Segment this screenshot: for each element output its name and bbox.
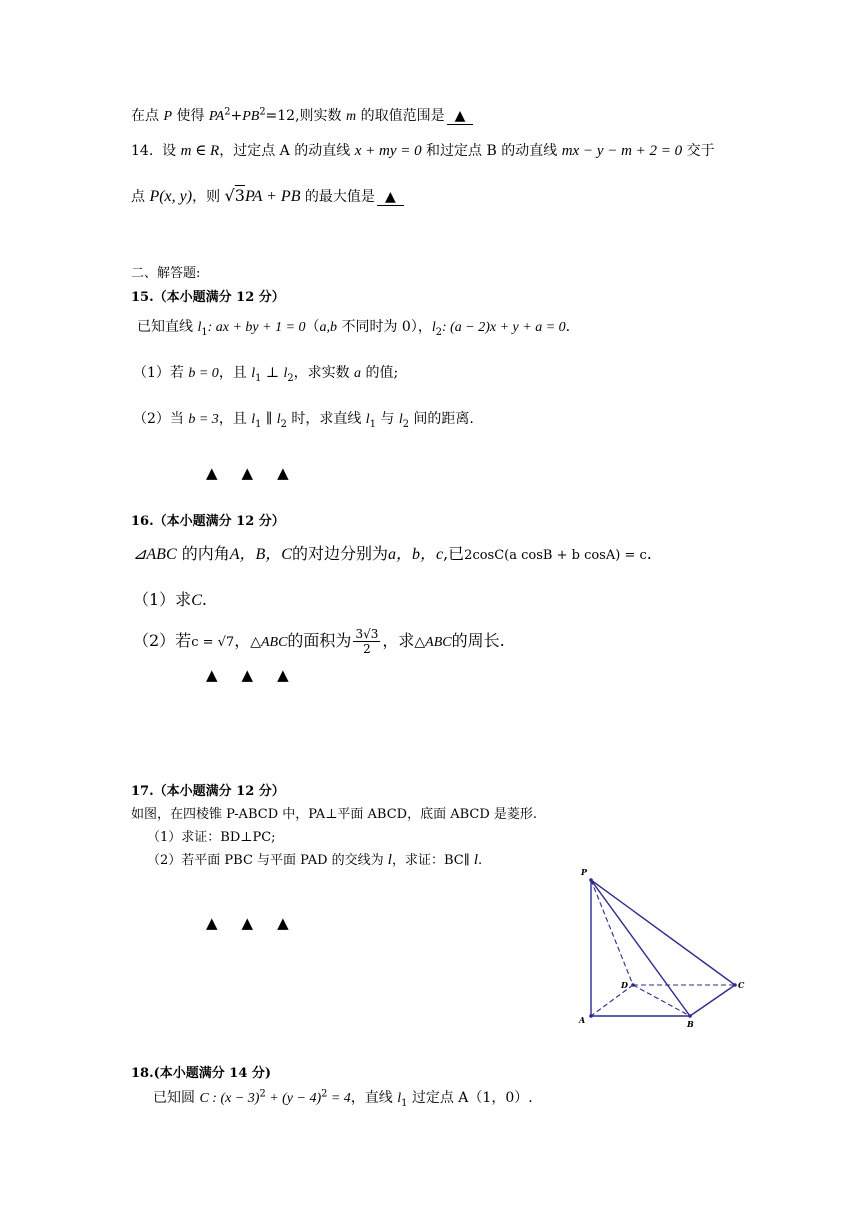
edge-PB	[591, 880, 690, 1016]
label-C: C	[738, 980, 745, 990]
edge-BC	[690, 985, 735, 1016]
q16-stem: ⊿ABC 的内角A，B，C的对边分别为a，b，c,已2cosC(a cosB + b cosA) = c.	[133, 544, 652, 563]
answer-triangles: ▲▲▲	[206, 914, 313, 932]
q15-stem: 已知直线 $l_1$: ax + by + 1 = 0（a,b 不同时为 0），$l_2$: (a − 2)x + y + a = 0.	[137, 319, 571, 338]
area-fraction: $\frac{3√3}{2}$	[355, 627, 379, 656]
q16-part2: （2）若c = √7，△ABC的面积为 $\frac{3√3}{2}$ ，求△ABC的周长.	[133, 627, 505, 656]
answer-triangles: ▲▲▲	[206, 666, 313, 684]
label-P: P	[581, 867, 588, 877]
answer-triangles: ▲▲▲	[206, 464, 313, 482]
q13-tail-line: 在点 P 使得 $PA^2+PB^2=12$,则实数 m 的取值范围是 ▲	[131, 105, 473, 125]
q14-line1: 14. 设 m ∈ R，过定点 A 的动直线 x + my = 0 和过定点 B 的动直线 mx − y − m + 2 = 0 交于	[131, 143, 715, 159]
q17-part1: （1）求证：BD⊥PC;	[147, 830, 276, 845]
q15-part2: （2）当 b = 3，且 $l_1$ ∥ $l_2$ 时，求直线 $l_1$ 与 $l_2$ 间的距离.	[133, 411, 474, 430]
q16-heading: 16.（本小题满分 12 分）	[131, 514, 285, 529]
edge-DB	[633, 985, 690, 1016]
q14-line2: 点 P(x, y)，则 √3PA + PB 的最大值是 ▲	[131, 186, 404, 206]
section-heading: 二、解答题:	[131, 266, 201, 281]
q18-heading: 18.(本小题满分 14 分)	[131, 1066, 272, 1081]
label-B: B	[687, 1019, 694, 1029]
edge-PC	[591, 880, 735, 985]
q15-heading: 15.（本小题满分 12 分）	[131, 290, 285, 305]
answer-blank: ▲	[447, 108, 474, 125]
answer-blank: ▲	[377, 189, 404, 206]
q17-heading: 17.（本小题满分 12 分）	[131, 784, 285, 799]
pyramid-figure	[575, 864, 755, 1032]
q18-stem: 已知圆 C : $(x - 3)^2 + (y - 4)^2 = 4$，直线 $l_1$ 过定点 A（1，0）.	[153, 1088, 533, 1109]
q16-part1: （1）求C.	[133, 590, 207, 609]
q15-part1: （1）若 b = 0，且 $l_1$ ⊥ $l_2$，求实数 a 的值;	[133, 365, 399, 384]
q17-stem: 如图，在四棱锥 P-ABCD 中，PA⊥平面 ABCD，底面 ABCD 是菱形.	[131, 807, 538, 822]
label-D: D	[621, 980, 628, 990]
q17-part2: （2）若平面 PBC 与平面 PAD 的交线为 l，求证：BC∥ l.	[147, 852, 483, 868]
label-A: A	[579, 1015, 586, 1025]
